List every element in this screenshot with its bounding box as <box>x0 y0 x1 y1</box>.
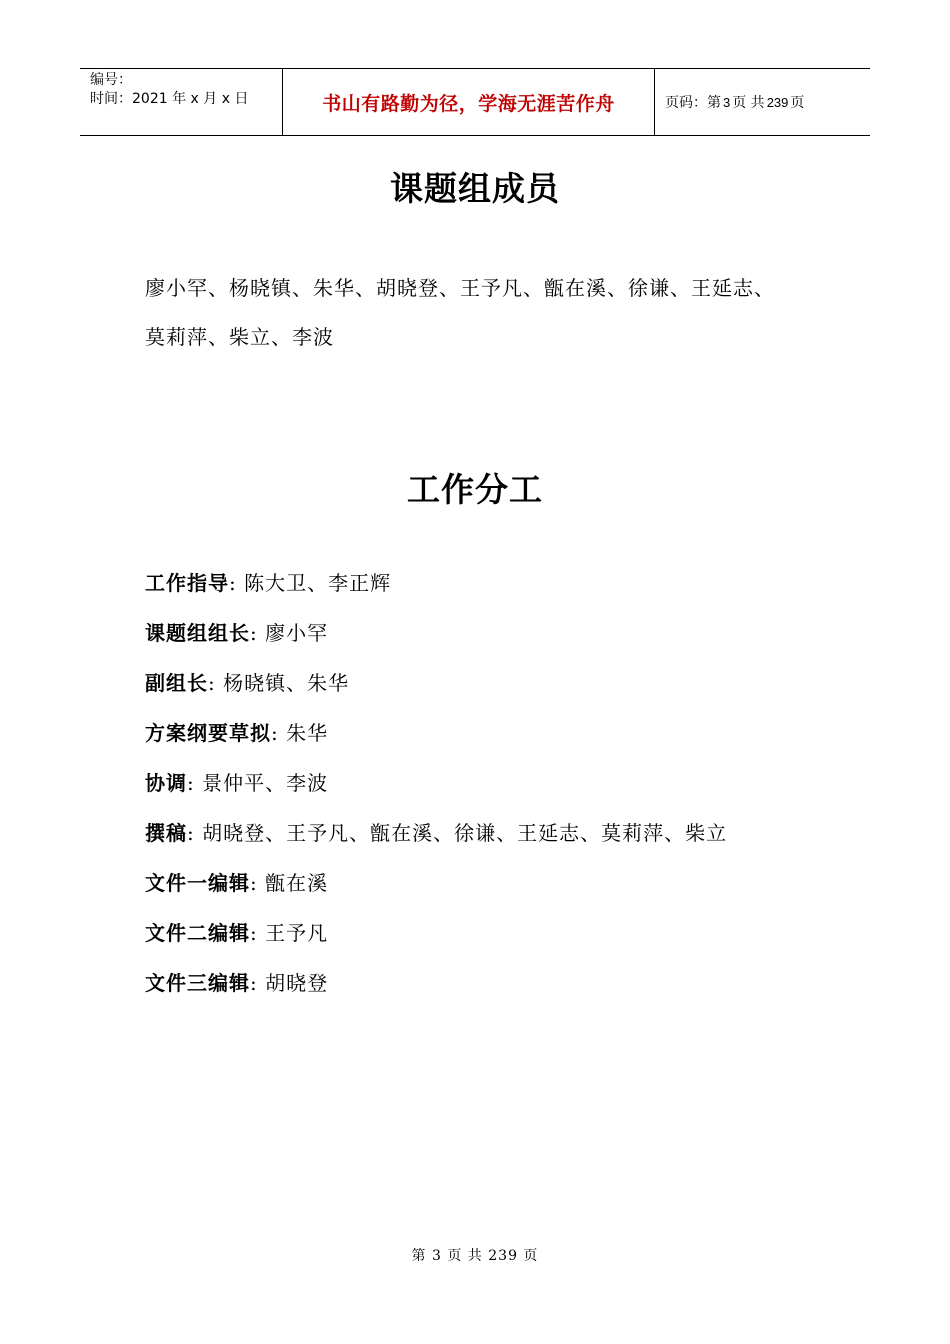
role-separator: : <box>250 621 266 645</box>
role-row <box>145 613 845 663</box>
role-value: 胡晓登、王予凡、甑在溪、徐谦、王延志、莫莉萍、柴立 <box>202 821 728 845</box>
members-title: 课题组成员 <box>390 169 560 208</box>
role-separator: : <box>271 721 287 745</box>
role-label: 文件一编辑 <box>145 871 250 895</box>
role-value: 甑在溪 <box>265 871 329 895</box>
role-label: 文件三编辑 <box>145 971 250 995</box>
page-mid: 页 共 <box>732 95 765 111</box>
role-value: 朱华 <box>286 721 329 745</box>
role-list <box>145 563 845 1013</box>
role-value: 胡晓登 <box>265 971 329 995</box>
role-value: 陈大卫、李正辉 <box>244 571 392 595</box>
division-title: 工作分工 <box>407 470 543 509</box>
role-separator: : <box>250 871 266 895</box>
role-value: 廖小罕 <box>265 621 329 645</box>
role-separator: : <box>250 921 266 945</box>
role-row <box>145 863 845 913</box>
role-value: 杨晓镇、朱华 <box>223 671 350 695</box>
role-row <box>145 563 845 613</box>
role-label: 方案纲要草拟 <box>145 721 271 745</box>
page-prefix: 页码：第 <box>665 95 721 111</box>
role-value: 王予凡 <box>265 921 329 945</box>
role-separator: : <box>229 571 245 595</box>
role-row <box>145 813 845 863</box>
role-row <box>145 763 845 813</box>
role-label: 撰稿 <box>145 821 187 845</box>
role-label: 副组长 <box>145 671 208 695</box>
role-label: 工作指导 <box>145 571 229 595</box>
role-label: 课题组组长 <box>145 621 250 645</box>
role-row <box>145 963 845 1013</box>
number-label: 编号： <box>90 72 132 88</box>
role-separator: : <box>208 671 224 695</box>
header-meta <box>80 69 282 135</box>
members-line-2: 莫莉萍、柴立、李波 <box>145 325 334 349</box>
page-footer: 第 3 页 共 239 页 <box>411 1248 539 1264</box>
header-motto: 书山有路勤为径，学海无涯苦作舟 <box>282 69 655 135</box>
header-page-info <box>655 69 870 135</box>
role-separator: : <box>250 971 266 995</box>
date-label: 时间：2021 年 x 月 x 日 <box>90 91 249 107</box>
members-line-1: 廖小罕、杨晓镇、朱华、胡晓登、王予凡、甑在溪、徐谦、王延志、 <box>145 276 775 300</box>
role-label: 文件二编辑 <box>145 921 250 945</box>
role-row <box>145 913 845 963</box>
page-current: 3 <box>723 94 731 110</box>
role-row <box>145 713 845 763</box>
members-list <box>145 264 845 362</box>
role-separator: : <box>187 821 203 845</box>
page-suffix: 页 <box>790 95 805 111</box>
role-value: 景仲平、李波 <box>202 771 329 795</box>
role-label: 协调 <box>145 771 187 795</box>
page-header <box>80 68 870 136</box>
role-row <box>145 663 845 713</box>
page-total: 239 <box>766 94 789 110</box>
role-separator: : <box>187 771 203 795</box>
